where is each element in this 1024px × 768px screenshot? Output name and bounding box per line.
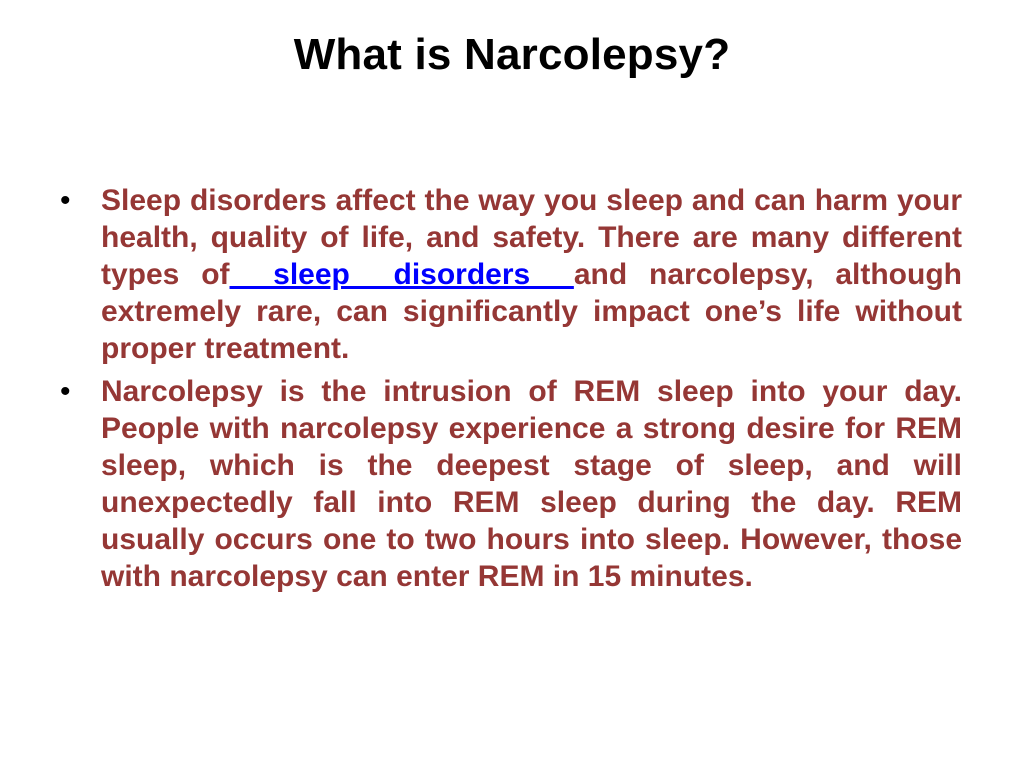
bullet-item-sleep-disorders xyxy=(60,182,962,367)
slide-title: What is Narcolepsy? xyxy=(293,30,731,79)
sleep-disorders-link[interactable]: sleep disorders xyxy=(229,258,574,291)
bullet-text-after-link: and narcolepsy, although extremely rare, can significantly impact one’s life without proper treatment. xyxy=(101,258,962,365)
bullet-list xyxy=(60,182,962,601)
bullet-item-narcolepsy-definition xyxy=(60,373,962,595)
bullet-icon: • xyxy=(60,184,71,217)
bullet-text-before-link: Sleep disorders affect the way you sleep and can harm your health, quality of life, and safety. There are many different types of xyxy=(101,184,962,291)
bullet-icon: • xyxy=(60,375,71,408)
bullet-text: Narcolepsy is the intrusion of REM sleep into your day. People with narcolepsy experience a strong desire for REM sleep, which is the deepest stage of sleep, and will unexpectedly fall into REM sleep during the day. REM usually occurs one to two hours into sleep. However, those with narcolepsy can enter REM in 15 minutes. xyxy=(101,375,962,593)
